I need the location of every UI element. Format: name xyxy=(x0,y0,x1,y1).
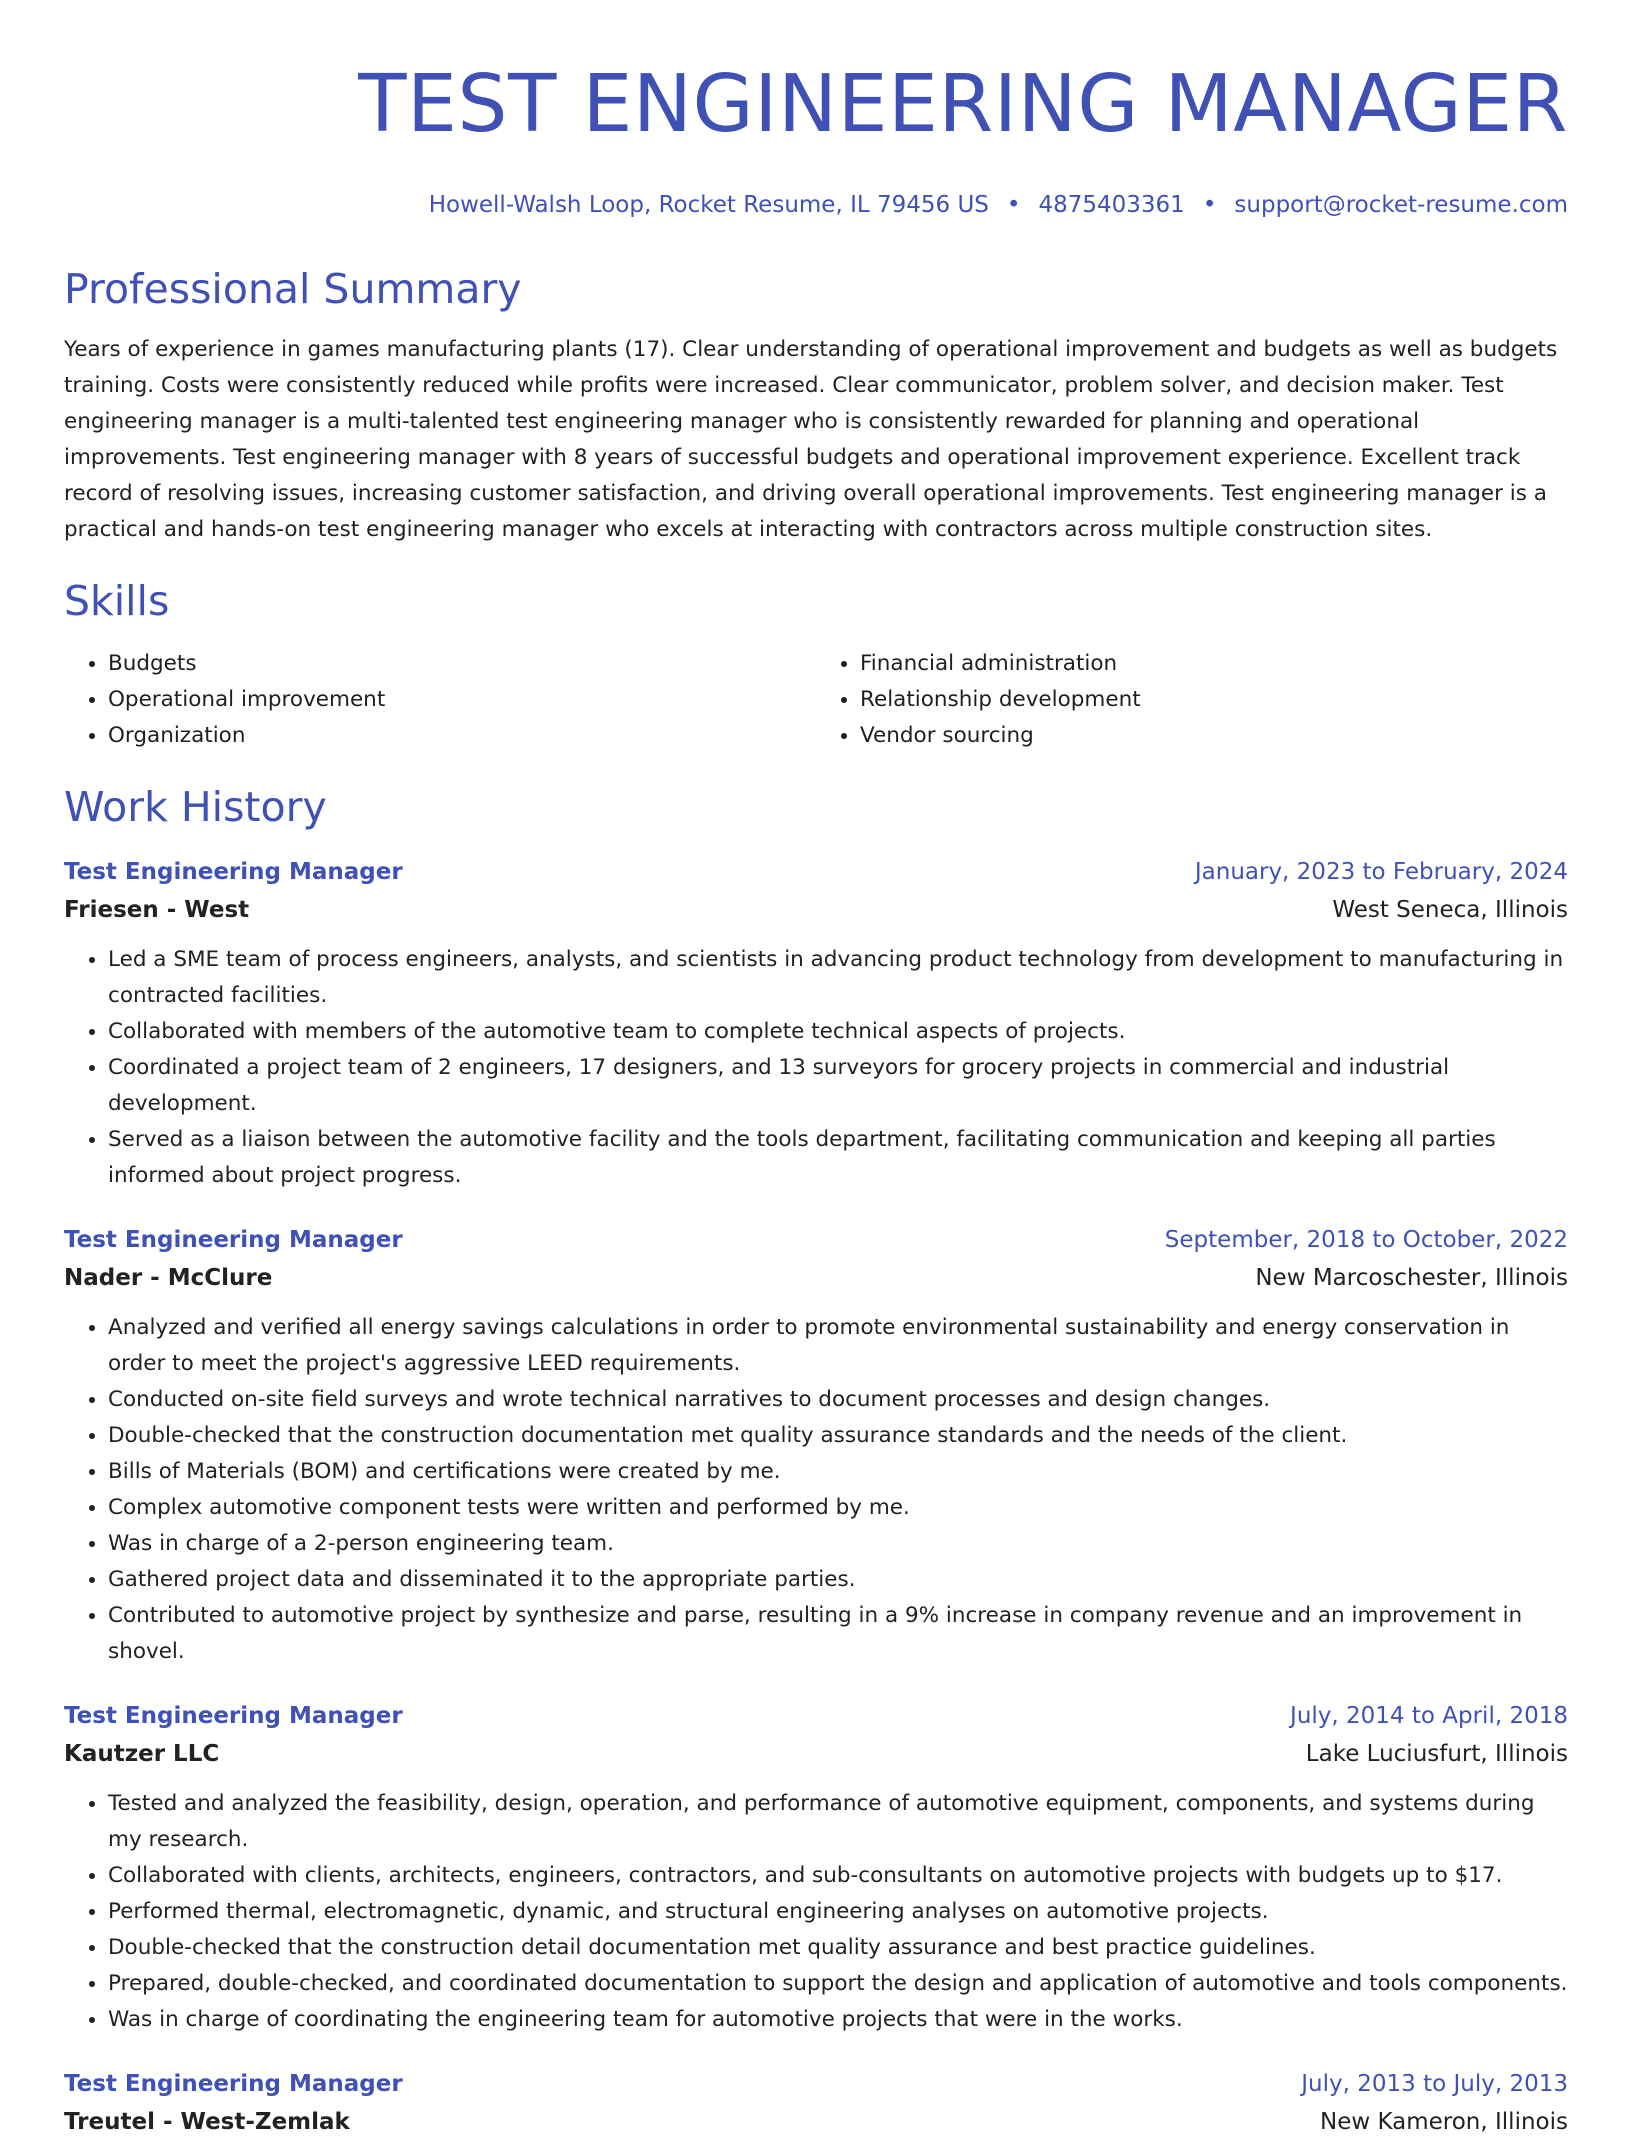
job-dates: July, 2014 to April, 2018 xyxy=(1290,1703,1568,1729)
job-entry xyxy=(64,1222,1568,1670)
job-bullet: • Was in charge of a 2-person engineering team. xyxy=(108,1526,1568,1562)
job-company-row xyxy=(64,890,1568,930)
job-entry xyxy=(64,1698,1568,2038)
job-bullet: • Performed thermal, electromagnetic, dynamic, and structural engineering analyses on automotive projects. xyxy=(108,1894,1568,1930)
job-company-row xyxy=(64,2102,1568,2142)
job-bullets xyxy=(64,1786,1568,2038)
candidate-title: TEST ENGINEERING MANAGER xyxy=(358,58,1568,150)
job-bullet: • Conducted on-site field surveys and wrote technical narratives to document processes and design changes. xyxy=(108,1382,1568,1418)
job-dates: July, 2013 to July, 2013 xyxy=(1301,2071,1568,2097)
job-dates: January, 2023 to February, 2024 xyxy=(1194,859,1568,885)
job-bullet: • Collaborated with clients, architects, engineers, contractors, and sub-consultants on automotive projects with budgets up to $17. xyxy=(108,1858,1568,1894)
skill-item: • Budgets xyxy=(108,646,816,682)
job-header-row xyxy=(64,1222,1568,1258)
job-company: Nader - McClure xyxy=(64,1265,273,1291)
job-header-row xyxy=(64,2066,1568,2102)
contact-phone: 4875403361 xyxy=(1038,192,1185,218)
contact-separator: • xyxy=(1202,192,1217,218)
job-location: New Kameron, Illinois xyxy=(1319,2109,1568,2135)
job-bullet: • Double-checked that the construction detail documentation met quality assurance and best practice guidelines. xyxy=(108,1930,1568,1966)
job-bullet: • Prepared, double-checked, and coordinated documentation to support the design and application of automotive and tools components. xyxy=(108,1966,1568,2002)
job-title: Test Engineering Manager xyxy=(64,2071,403,2097)
skills-column-right xyxy=(816,646,1568,754)
job-location: New Marcoschester, Illinois xyxy=(1255,1265,1568,1291)
job-bullet: • Bills of Materials (BOM) and certifications were created by me. xyxy=(108,1454,1568,1490)
skill-item: • Relationship development xyxy=(860,682,1568,718)
skills-heading: Skills xyxy=(64,577,170,625)
job-bullet: • Gathered project data and disseminated it to the appropriate parties. xyxy=(108,1562,1568,1598)
job-company: Friesen - West xyxy=(64,897,250,923)
skill-item: • Organization xyxy=(108,718,816,754)
job-bullet: • Double-checked that the construction documentation met quality assurance standards and the needs of the client. xyxy=(108,1418,1568,1454)
job-title: Test Engineering Manager xyxy=(64,1703,403,1729)
job-header-row xyxy=(64,1698,1568,1734)
job-bullet: • Analyzed and verified all energy savings calculations in order to promote environmental sustainability and energy conservation in order to meet the project's aggressive LEED requirements. xyxy=(108,1310,1568,1382)
job-company-row xyxy=(64,1258,1568,1298)
skill-item: • Vendor sourcing xyxy=(860,718,1568,754)
job-bullet: • Led a SME team of process engineers, analysts, and scientists in advancing product technology from development to manufacturing in contracted facilities. xyxy=(108,942,1568,1014)
job-bullets xyxy=(64,1310,1568,1670)
job-bullet: • Complex automotive component tests were written and performed by me. xyxy=(108,1490,1568,1526)
contact-address: Howell-Walsh Loop, Rocket Resume, IL 79456 US xyxy=(428,192,989,218)
job-bullet: • Contributed to automotive project by synthesize and parse, resulting in a 9% increase in company revenue and an improvement in shovel. xyxy=(108,1598,1568,1670)
summary-text: Years of experience in games manufacturing plants (17). Clear understanding of operational improvement and budgets as well as budgets training. Costs were consistently reduced while profits were increased. Clear communicator, problem solver, and decision maker. Test engineering manager is a multi-talented test engineering manager who is consistently rewarded for planning and operational improvements. Test engineering manager with 8 years of successful budgets and operational improvement experience. Excellent track record of resolving issues, increasing customer satisfaction, and driving overall operational improvements. Test engineering manager is a practical and hands-on test engineering manager who excels at interacting with contractors across multiple construction sites. xyxy=(64,337,1558,542)
work-history-heading: Work History xyxy=(64,783,327,831)
job-entry xyxy=(64,2066,1568,2142)
job-bullets xyxy=(64,942,1568,1194)
job-bullet: • Collaborated with members of the automotive team to complete technical aspects of projects. xyxy=(108,1014,1568,1050)
job-dates: September, 2018 to October, 2022 xyxy=(1164,1227,1568,1253)
job-header-row xyxy=(64,854,1568,890)
skill-item: • Operational improvement xyxy=(108,682,816,718)
summary-heading: Professional Summary xyxy=(64,265,522,313)
job-title: Test Engineering Manager xyxy=(64,1227,403,1253)
job-location: West Seneca, Illinois xyxy=(1332,897,1568,923)
job-bullet: • Was in charge of coordinating the engineering team for automotive projects that were in the works. xyxy=(108,2002,1568,2038)
contact-separator: • xyxy=(1006,192,1021,218)
job-bullet: • Coordinated a project team of 2 engineers, 17 designers, and 13 surveyors for grocery projects in commercial and industrial development. xyxy=(108,1050,1568,1122)
job-company: Kautzer LLC xyxy=(64,1741,220,1767)
contact-line xyxy=(64,188,1568,222)
resume-header xyxy=(64,0,1568,222)
contact-email[interactable]: support@rocket-resume.com xyxy=(1234,192,1568,218)
job-company-row xyxy=(64,1734,1568,1774)
job-title: Test Engineering Manager xyxy=(64,859,403,885)
job-bullet: • Tested and analyzed the feasibility, design, operation, and performance of automotive equipment, components, and systems during my research. xyxy=(108,1786,1568,1858)
job-entry xyxy=(64,854,1568,1194)
skills-list xyxy=(64,646,1568,754)
skill-item: • Financial administration xyxy=(860,646,1568,682)
skills-column-left xyxy=(64,646,816,754)
job-bullet: • Served as a liaison between the automotive facility and the tools department, facilitating communication and keeping all parties informed about project progress. xyxy=(108,1122,1568,1194)
job-company: Treutel - West-Zemlak xyxy=(64,2109,350,2135)
job-location: Lake Luciusfurt, Illinois xyxy=(1305,1741,1568,1767)
